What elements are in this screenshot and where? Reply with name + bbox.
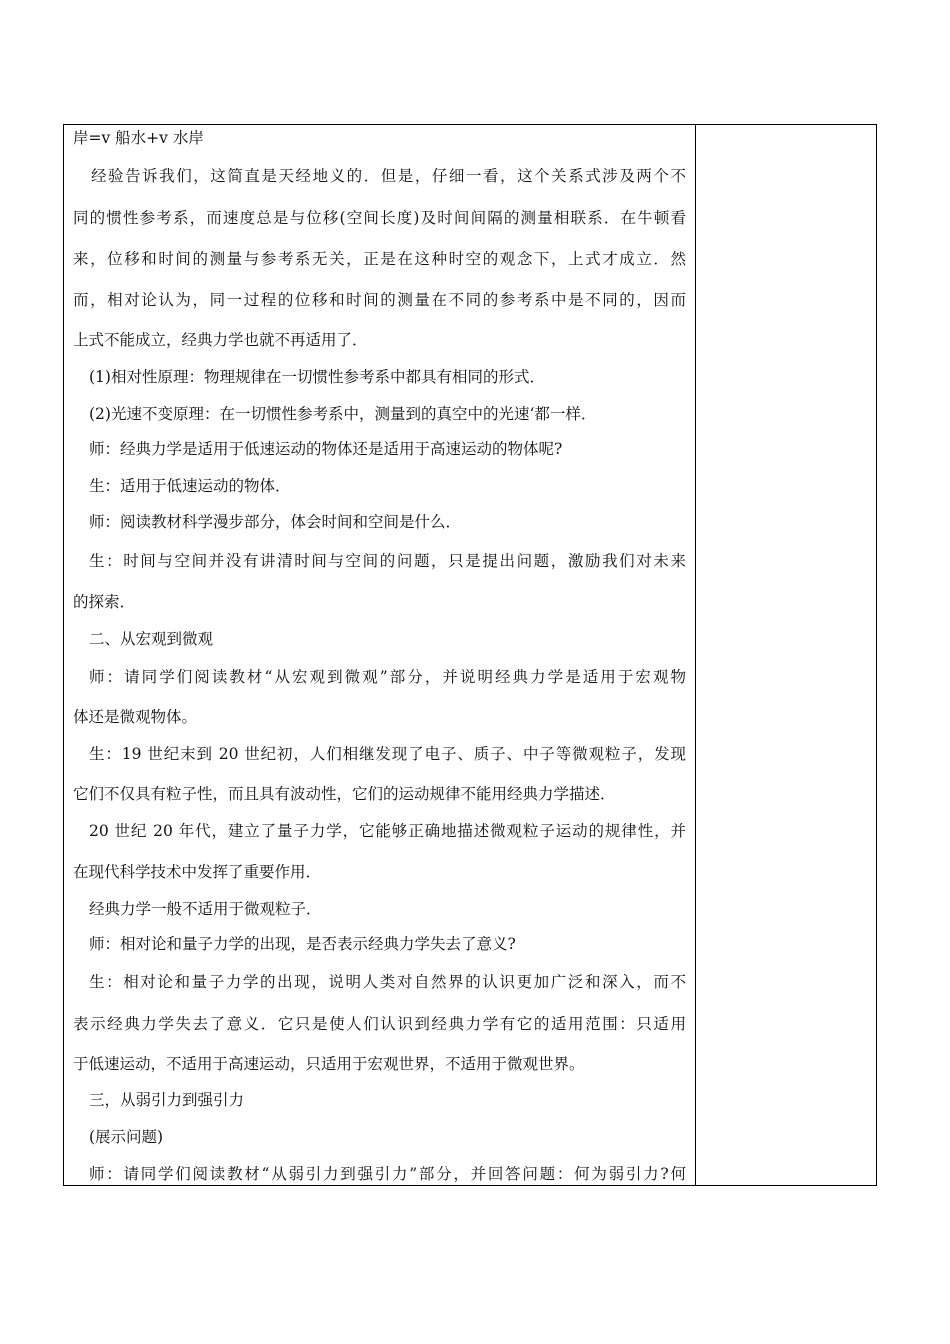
text-line: 在现代科学技术中发挥了重要作用． <box>73 863 322 881</box>
table-column-divider <box>695 124 696 1186</box>
section-heading: 三，从弱引力到强引力 <box>89 1091 245 1109</box>
section-heading: 二、从宏观到微观 <box>89 630 214 648</box>
text-line: 来，位移和时间的测量与参考系无关，正是在这种时空的观念下，上式才成立．然 <box>73 250 686 268</box>
text-line: 表示经典力学失去了意义．它只是使人们认识到经典力学有它的适用范围：只适用 <box>73 1015 686 1033</box>
text-line: 生：19 世纪末到 20 世纪初，人们相继发现了电子、质子、中子等微观粒子，发现 <box>89 745 686 763</box>
text-line: 师：请同学们阅读教材“从宏观到微观”部分，并说明经典力学是适用于宏观物 <box>89 668 686 686</box>
text-line: 上式不能成立，经典力学也就不再适用了． <box>73 331 368 349</box>
text-line: 经验告诉我们，这简直是天经地义的．但是，仔细一看，这个关系式涉及两个不 <box>91 167 686 185</box>
text-line: 生：时间与空间并没有讲清时间与空间的问题，只是提出问题，激励我们对未来 <box>89 552 686 570</box>
text-line: 的探索． <box>73 593 136 611</box>
text-line: 生：相对论和量子力学的出现，说明人类对自然界的认识更加广泛和深入，而不 <box>89 973 686 991</box>
text-line: 于低速运动，不适用于高速运动，只适用于宏观世界，不适用于微观世界。 <box>73 1055 585 1073</box>
text-line: 师：经典力学是适用于低速运动的物体还是适用于高速运动的物体呢? <box>89 440 563 458</box>
text-line: 体还是微观物体。 <box>73 708 198 726</box>
text-line: (1)相对性原理：物理规律在一切惯性参考系中都具有相同的形式． <box>89 368 545 386</box>
text-line: (2)光速不变原理：在一切惯性参考系中，测量到的真空中的光速‘都一样． <box>89 405 597 423</box>
text-line: (展示问题) <box>89 1128 164 1146</box>
text-line: 师：请同学们阅读教材“从弱引力到强引力”部分，并回答问题：何为弱引力?何 <box>89 1165 686 1183</box>
text-line: 它们不仅具有粒子性，而且具有波动性，它们的运动规律不能用经典力学描述． <box>73 785 616 803</box>
text-line: 师：相对论和量子力学的出现，是否表示经典力学失去了意义? <box>89 935 516 953</box>
text-line: 20 世纪 20 年代，建立了量子力学，它能够正确地描述微观粒子运动的规律性，并 <box>89 822 686 840</box>
text-line: 经典力学一般不适用于微观粒子． <box>89 900 322 918</box>
text-line: 同的惯性参考系，而速度总是与位移(空间长度)及时间间隔的测量相联系．在牛顿看 <box>73 209 686 227</box>
text-line: 师：阅读教材科学漫步部分，体会时间和空间是什么． <box>89 513 462 531</box>
text-line: 生：适用于低速运动的物体． <box>89 477 291 495</box>
text-line: 岸=v 船水+v 水岸 <box>73 129 204 147</box>
text-line: 而，相对论认为，同一过程的位移和时间的测量在不同的参考系中是不同的，因而 <box>73 291 686 309</box>
